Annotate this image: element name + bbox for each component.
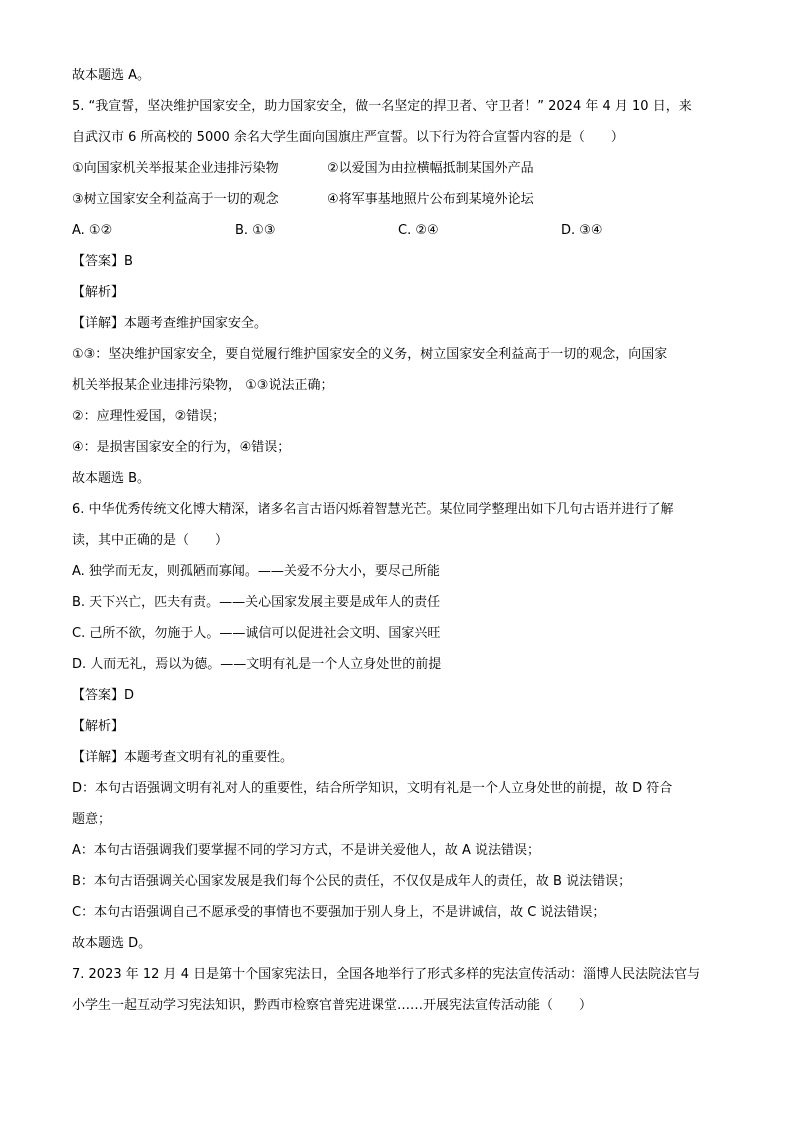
statement-1: ①向国家机关举报某企业违排污染物 <box>72 161 279 176</box>
answer-label: 【答案】D <box>72 688 135 703</box>
question-5-stem-line-2: 自武汉市 6 所高校的 5000 余名大学生面向国旗庄严宣誓。以下行为符合宣誓内容的是（ ） <box>72 130 624 145</box>
document-page <box>72 60 726 1021</box>
option-a: A. 独学而无友，则孤陋而寡闻。——关爱不分大小，要尽己所能 <box>72 564 440 579</box>
question-5-stem-line-1: 5. “我宣誓，坚决维护国家安全，助力国家安全，做一名坚定的捍卫者、守卫者！” 2024 年 4 月 10 日，来 <box>72 99 692 114</box>
detail-line: ①③：坚决维护国家安全，要自觉履行维护国家安全的义务，树立国家安全利益高于一切的观念，向国家 <box>72 347 668 362</box>
question-5-statements-row-1 <box>72 153 726 184</box>
statement-3: ③树立国家安全利益高于一切的观念 <box>72 192 279 207</box>
detail-line: 【详解】本题考查文明有礼的重要性。 <box>72 750 294 765</box>
conclusion-line: 故本题选 D。 <box>72 936 152 951</box>
answer-label: 【答案】B <box>72 254 133 269</box>
question-6-stem-line-1: 6. 中华优秀传统文化博大精深，诸多名言古语闪烁着智慧光芒。某位同学整理出如下几句古语并进行了解 <box>72 502 674 517</box>
option-b: B. ①③ <box>235 223 276 238</box>
option-a: A. ①② <box>72 223 113 238</box>
question-5-options <box>72 215 726 246</box>
statement-2: ②以爱国为由拉横幅抵制某国外产品 <box>327 161 534 176</box>
option-c: C. ②④ <box>398 223 439 238</box>
text-line: 故本题选 A。 <box>72 68 151 83</box>
analysis-label: 【解析】 <box>72 285 125 300</box>
option-b: B. 天下兴亡，匹夫有责。——关心国家发展主要是成年人的责任 <box>72 595 441 610</box>
detail-line: ②：应理性爱国，②错误； <box>72 409 226 424</box>
question-6-stem-line-2: 读，其中正确的是（ ） <box>72 533 229 548</box>
option-d: D. 人而无礼，焉以为德。——文明有礼是一个人立身处世的前提 <box>72 657 442 672</box>
question-7-stem-line-2: 小学生一起互动学习宪法知识，黔西市检察官普宪进课堂……开展宪法宣传活动能（ ） <box>72 998 593 1013</box>
option-d: D. ③④ <box>561 223 603 238</box>
detail-line: C：本句古语强调自己不愿承受的事情也不要强加于别人身上，不是讲诚信，故 C 说法错误； <box>72 905 606 920</box>
question-7-stem-line-1: 7. 2023 年 12 月 4 日是第十个国家宪法日，全国各地举行了形式多样的宪法宣传活动：淄博人民法院法官与 <box>72 967 701 982</box>
analysis-label: 【解析】 <box>72 719 125 734</box>
detail-line: D：本句古语强调文明有礼对人的重要性，结合所学知识，文明有礼是一个人立身处世的前提，故 D 符合 <box>72 781 673 796</box>
detail-line: 【详解】本题考查维护国家安全。 <box>72 316 268 331</box>
detail-line: A：本句古语强调我们要掌握不同的学习方式，不是讲关爱他人，故 A 说法错误； <box>72 843 541 858</box>
question-5-statements-row-2 <box>72 184 726 215</box>
statement-4: ④将军事基地照片公布到某境外论坛 <box>327 192 534 207</box>
detail-line: 机关举报某企业违排污染物， ①③说法正确； <box>72 378 334 393</box>
detail-line: ④：是损害国家安全的行为，④错误； <box>72 440 291 455</box>
detail-line: B：本句古语强调关心国家发展是我们每个公民的责任，不仅仅是成年人的责任，故 B 说法错误； <box>72 874 632 889</box>
option-c: C. 己所不欲，勿施于人。——诚信可以促进社会文明、国家兴旺 <box>72 626 441 641</box>
detail-line: 题意； <box>72 812 112 827</box>
conclusion-line: 故本题选 B。 <box>72 471 151 486</box>
